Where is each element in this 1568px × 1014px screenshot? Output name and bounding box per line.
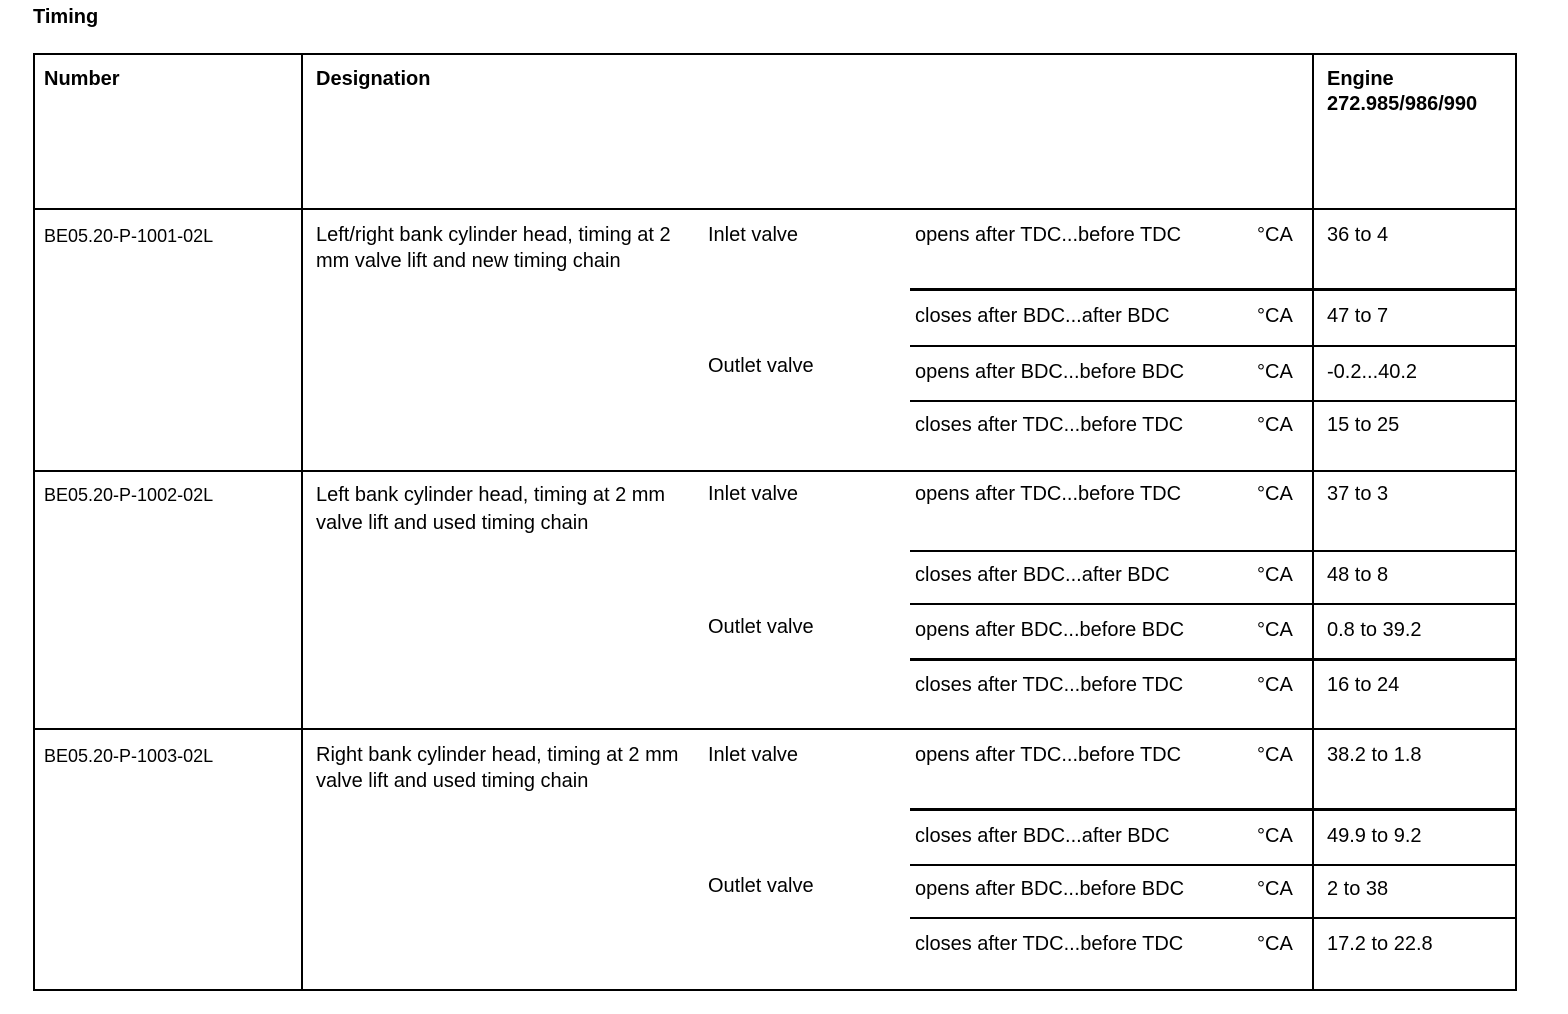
outlet-valve-label: Outlet valve xyxy=(708,355,814,377)
spec-description: opens after TDC...before TDC xyxy=(915,224,1182,246)
row-divider xyxy=(33,470,1517,472)
spec-value: 2 to 38 xyxy=(1327,878,1389,900)
spec-unit: °CA xyxy=(1257,933,1293,955)
spec-description: opens after BDC...before BDC xyxy=(915,878,1185,900)
table-border-left xyxy=(33,53,35,991)
column-divider xyxy=(1312,53,1314,991)
header-engine-code: 272.985/986/990 xyxy=(1327,93,1478,115)
spec-description: closes after BDC...after BDC xyxy=(915,564,1170,586)
subrow-divider xyxy=(910,345,1516,347)
subrow-divider xyxy=(910,603,1516,605)
inlet-valve-label: Inlet valve xyxy=(708,224,799,246)
subrow-divider xyxy=(910,808,1516,811)
spec-description: closes after TDC...before TDC xyxy=(915,674,1184,696)
row-divider xyxy=(33,208,1517,210)
subrow-divider xyxy=(910,917,1516,919)
spec-unit: °CA xyxy=(1257,744,1293,766)
spec-unit: °CA xyxy=(1257,414,1293,436)
spec-unit: °CA xyxy=(1257,619,1293,641)
subrow-divider xyxy=(910,864,1516,866)
table-row-designation: Left bank cylinder head, timing at 2 mm valve lift and used timing chain xyxy=(316,484,666,534)
subrow-divider xyxy=(910,288,1516,291)
spec-description: closes after BDC...after BDC xyxy=(915,825,1170,847)
table-row-number: BE05.20-P-1003-02L xyxy=(44,746,214,766)
spec-unit: °CA xyxy=(1257,361,1293,383)
table-row-designation: Right bank cylinder head, timing at 2 mm valve lift and used timing chain xyxy=(316,744,679,792)
spec-value: 0.8 to 39.2 xyxy=(1327,619,1422,641)
inlet-valve-label: Inlet valve xyxy=(708,744,799,766)
table-row-number: BE05.20-P-1002-02L xyxy=(44,485,214,505)
spec-unit: °CA xyxy=(1257,564,1293,586)
spec-value: 36 to 4 xyxy=(1327,224,1389,246)
spec-description: opens after TDC...before TDC xyxy=(915,483,1182,505)
spec-value: 49.9 to 9.2 xyxy=(1327,825,1422,847)
inlet-valve-label: Inlet valve xyxy=(708,483,799,505)
outlet-valve-label: Outlet valve xyxy=(708,616,814,638)
table-border-right xyxy=(1515,53,1517,991)
spec-value: 47 to 7 xyxy=(1327,305,1389,327)
subrow-divider xyxy=(910,550,1516,552)
spec-description: opens after TDC...before TDC xyxy=(915,744,1182,766)
header-number: Number xyxy=(44,68,120,90)
table-row-number: BE05.20-P-1001-02L xyxy=(44,226,214,246)
spec-value: -0.2...40.2 xyxy=(1327,361,1418,383)
spec-unit: °CA xyxy=(1257,305,1293,327)
table-row-designation: Left/right bank cylinder head, timing at 2 mm valve lift and new timing chain xyxy=(316,224,671,272)
spec-unit: °CA xyxy=(1257,878,1293,900)
spec-description: closes after TDC...before TDC xyxy=(915,414,1184,436)
subrow-divider xyxy=(910,658,1516,661)
spec-value: 17.2 to 22.8 xyxy=(1327,933,1433,955)
spec-value: 37 to 3 xyxy=(1327,483,1389,505)
spec-unit: °CA xyxy=(1257,483,1293,505)
spec-description: closes after BDC...after BDC xyxy=(915,305,1170,327)
spec-unit: °CA xyxy=(1257,224,1293,246)
spec-description: opens after BDC...before BDC xyxy=(915,619,1185,641)
table-border-top xyxy=(33,53,1517,55)
spec-unit: °CA xyxy=(1257,674,1293,696)
page-title: Timing xyxy=(33,6,99,28)
table-border-bottom xyxy=(33,989,1517,991)
header-designation: Designation xyxy=(316,68,431,90)
subrow-divider xyxy=(910,400,1516,402)
spec-unit: °CA xyxy=(1257,825,1293,847)
spec-value: 38.2 to 1.8 xyxy=(1327,744,1422,766)
row-divider xyxy=(33,728,1517,730)
spec-description: closes after TDC...before TDC xyxy=(915,933,1184,955)
spec-value: 15 to 25 xyxy=(1327,414,1400,436)
column-divider xyxy=(301,53,303,991)
spec-value: 48 to 8 xyxy=(1327,564,1389,586)
outlet-valve-label: Outlet valve xyxy=(708,875,814,897)
spec-value: 16 to 24 xyxy=(1327,674,1400,696)
spec-description: opens after BDC...before BDC xyxy=(915,361,1185,383)
header-engine: Engine xyxy=(1327,68,1394,90)
